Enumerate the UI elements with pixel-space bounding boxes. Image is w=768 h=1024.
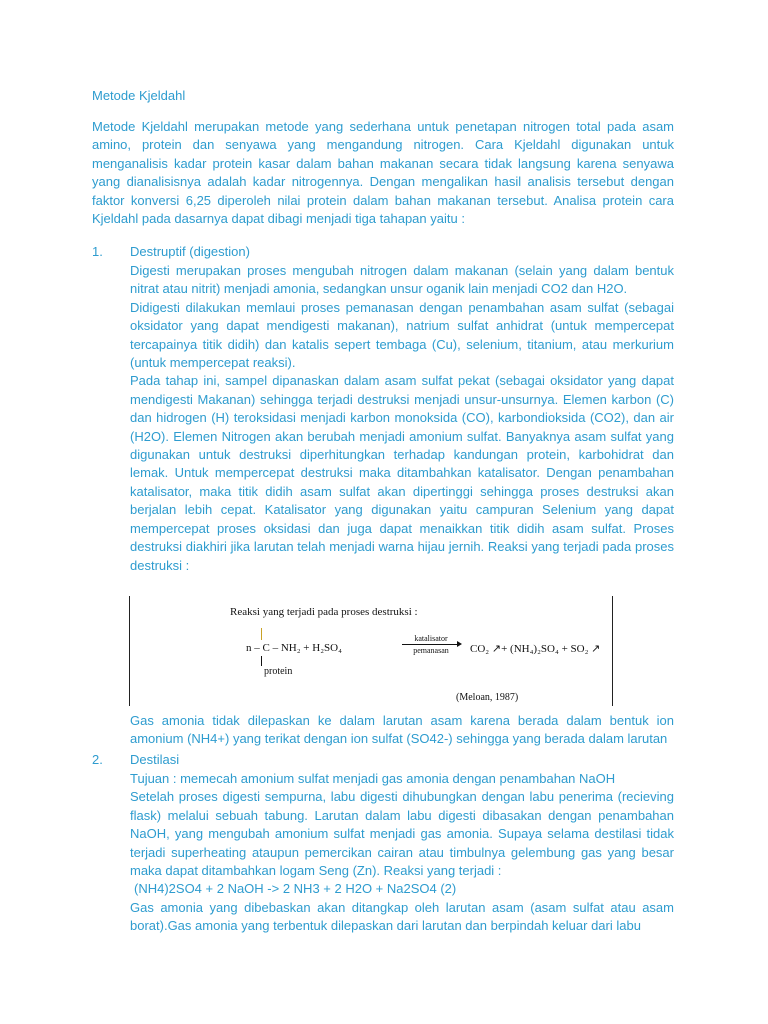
document-title: Metode Kjeldahl bbox=[92, 88, 186, 103]
step1-paragraph-3: Pada tahap ini, sampel dipanaskan dalam asam sulfat pekat (sebagai oksidator yang dapat mendigesti Makanan) sehingga terjadi destruksi menjadi unsur-unsurnya. Elemen karbon (C) dan hidrogen (H) teroksidasi menjadi karbon monoksida (CO), karbondioksida (CO2), dan air (H2O). Elemen Nitrogen akan berubah menjadi amonium sulfat. Banyaknya asam sulfat yang digunakan untuk destruksi diperhitungkan terhadap kandungan protein, karbohidrat dan lemak. Untuk mempercepat destruksi maka ditambahkan katalisator. Dengan penambahan katalisator, maka titik didih asam sulfat akan dipertinggi sehingga proses destruksi akan berjalan lebih cepat. Katalisator yang digunakan yaitu campuran Selenium yang dapat mempercepat proses oksidasi dan juga dapat menaikkan titik didih asam sulfat. Proses destruksi diakhiri jika larutan telah menjadi warna hijau jernih. Reaksi yang terjadi pada proses destruksi : bbox=[130, 373, 674, 573]
reaction-rhs: CO₂ ↗+ (NH₄)₂SO₄ + SO₂ ↗ bbox=[470, 643, 601, 655]
intro-paragraph: Metode Kjeldahl merupakan metode yang sederhana untuk penetapan nitrogen total pada asam amino, protein dan senyawa yang mengandung nitrogen. Cara Kjeldahl digunakan untuk menganalisis kadar protein kasar dalam bahan makanan secara tidak langsung karena senyawa yang dianalisisnya adalah kadar nitrogennya. Dengan mengalikan hasil analisis tersebut dengan faktor konversi 6,25 diperoleh nilai protein dalam bahan makanan tersebut. Analisa protein cara Kjeldahl pada dasarnya dapat dibagi menjadi tiga tahapan yaitu : bbox=[92, 119, 674, 227]
step1-paragraph-1: Digesti merupakan proses mengubah nitrogen dalam makanan (selain yang dalam bentuk nitrat atau nitrit) menjadi amonia, sedangkan unsur oganik lain menjadi CO2 dan H2O. bbox=[130, 263, 674, 297]
step2-number: 2. bbox=[92, 752, 103, 767]
reaction-figure bbox=[129, 596, 613, 706]
step2-paragraph-3: Gas amonia yang dibebaskan akan ditangkap oleh larutan asam (asam sulfat atau asam borat).Gas amonia yang terbentuk dilepaskan dari larutan dan berpindah keluar dari labu bbox=[130, 899, 674, 934]
arrow-icon bbox=[402, 644, 460, 645]
reaction-arrow bbox=[402, 634, 460, 655]
step2-reaction: (NH4)2SO4 + 2 NaOH -> 2 NH3 + 2 H2O + Na2SO4 (2) bbox=[134, 881, 457, 897]
step2-paragraph-1: Tujuan : memecah amonium sulfat menjadi gas amonia dengan penambahan NaOH bbox=[130, 771, 616, 786]
step1-paragraph-2: Didigesti dilakukan memlaui proses pemanasan dengan penambahan asam sulfat (sebagai oksidator yang dapat mendigesti makanan), natrium sulfat anhidrat (untuk mempercepat tercapainya titik didih) dan katalis sepert tembaga (Cu), selenium, titanium, atau merkurium (untuk mempercepat reaksi). bbox=[130, 299, 674, 371]
arrow-label-bottom: pemanasan bbox=[413, 646, 449, 655]
arrow-label-top: katalisator bbox=[414, 634, 448, 643]
bond-line-top bbox=[261, 628, 262, 640]
step2-paragraph-2: Setelah proses digesti sempurna, labu digesti dihubungkan dengan labu penerima (recieving flask) melalui sebuah tabung. Larutan dalam labu digesti dibasakan dengan penambahan NaOH, yang mengubah amonium sulfat menjadi gas amonia. Supaya selama destilasi tidak terjadi superheating ataupun pemercikan cairan atau timbulnya gelembung gas yang besar maka dapat ditambahkan logam Seng (Zn). Reaksi yang terjadi : bbox=[130, 789, 674, 879]
reactant-label: protein bbox=[264, 666, 293, 677]
step1-after-figure: Gas amonia tidak dilepaskan ke dalam larutan asam karena berada dalam bentuk ion amonium (NH4+) yang terikat dengan ion sulfat (SO42-) sehingga yang berada dalam larutan bbox=[130, 713, 674, 747]
step2-heading: Destilasi bbox=[130, 752, 180, 767]
step1-body bbox=[130, 262, 674, 575]
figure-reference: (Meloan, 1987) bbox=[456, 692, 519, 703]
figure-caption: Reaksi yang terjadi pada proses destruksi : bbox=[230, 606, 418, 618]
step2-body bbox=[130, 770, 674, 936]
bond-line-bottom bbox=[261, 656, 262, 666]
step1-number: 1. bbox=[92, 244, 103, 259]
step1-heading: Destruptif (digestion) bbox=[130, 244, 250, 259]
reaction-lhs: n – C – NH₂ + H₂SO₄ bbox=[246, 642, 342, 654]
